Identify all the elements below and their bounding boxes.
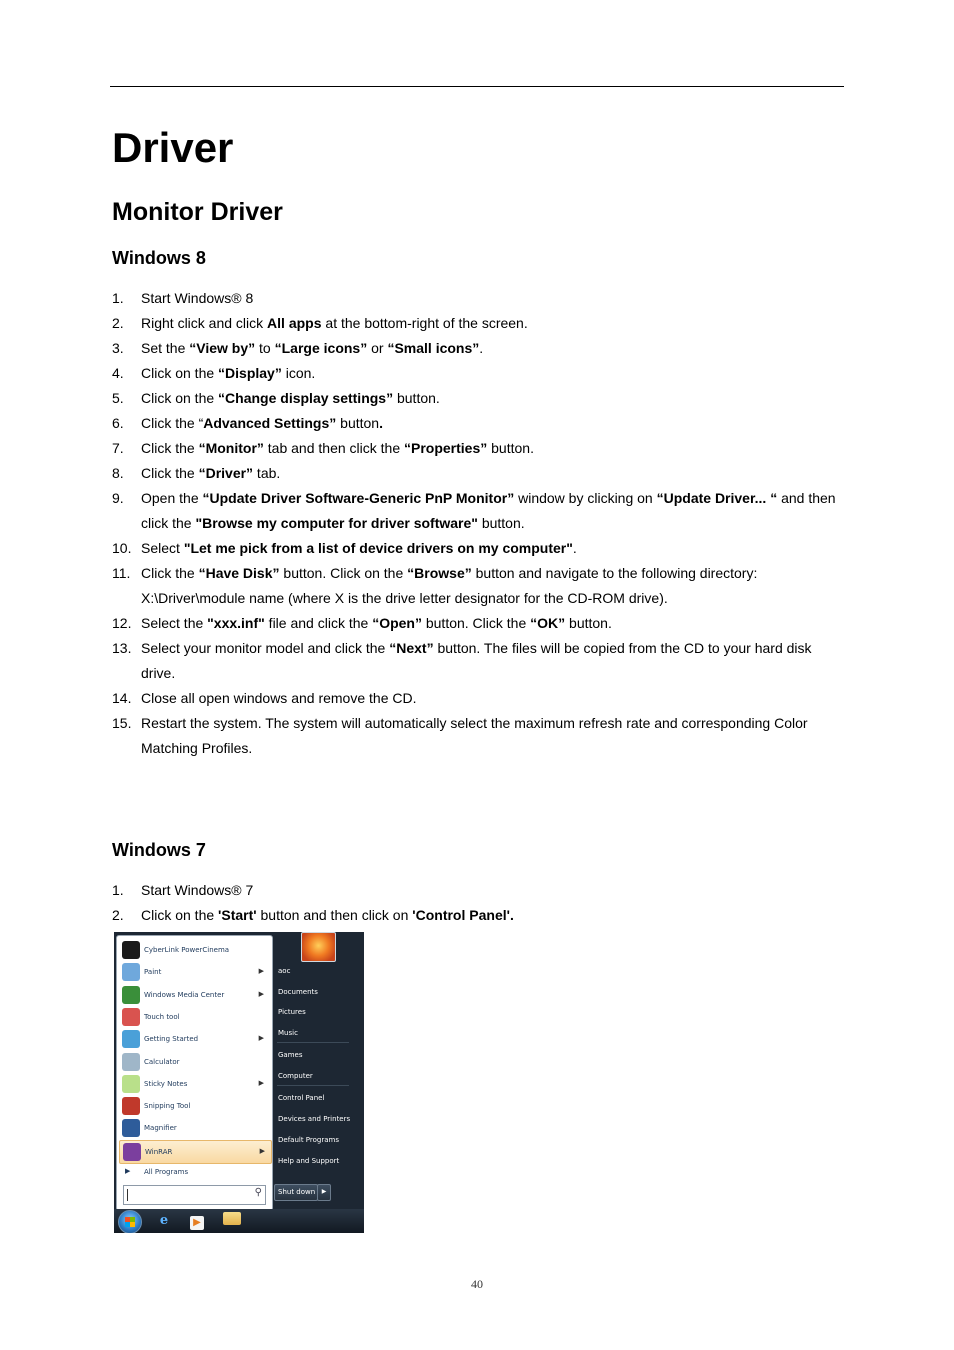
places-item[interactable] [274, 984, 354, 1002]
places-label: Pictures [278, 1008, 306, 1016]
media-center-icon [122, 986, 140, 1004]
program-item[interactable] [119, 939, 270, 961]
step-text [141, 903, 844, 928]
step-item [112, 461, 844, 486]
step-item [112, 386, 844, 411]
places-item[interactable] [274, 963, 354, 981]
places-label: Computer [278, 1072, 313, 1080]
step-emphasis: "Let me pick from a list of device drivers on my computer" [183, 540, 573, 556]
step-number: 7. [112, 440, 124, 456]
program-item[interactable] [119, 1073, 270, 1095]
windows8-title: Windows 8 [112, 248, 206, 268]
places-label: Default Programs [278, 1136, 339, 1144]
windows8-steps [112, 286, 844, 761]
step-item [112, 411, 844, 436]
step-fragment: button. The files will be copied from the CD to your hard disk drive. [141, 640, 812, 681]
step-text [141, 561, 844, 611]
step-number: 11. [112, 565, 131, 581]
step-number: 5. [112, 390, 124, 406]
step-emphasis: All apps [267, 315, 322, 331]
section-title: Monitor Driver [112, 198, 283, 226]
page-title: Driver [112, 124, 234, 171]
step-item [112, 903, 844, 928]
places-item[interactable] [274, 1047, 354, 1065]
places-item[interactable] [274, 1090, 354, 1108]
step-text [141, 436, 844, 461]
places-item[interactable] [274, 1004, 354, 1022]
step-number: 9. [112, 490, 124, 506]
program-label: Windows Media Center [144, 990, 225, 999]
step-item [112, 636, 844, 686]
start-menu-screenshot [114, 932, 364, 1233]
step-emphasis: . [379, 415, 383, 431]
snipping-tool-icon [122, 1097, 140, 1115]
places-divider [277, 1085, 349, 1086]
step-fragment: Right click and click [141, 315, 268, 331]
step-emphasis: “Change display settings” [218, 390, 394, 406]
step-emphasis: “Monitor” [198, 440, 264, 456]
step-emphasis: “Driver” [198, 465, 254, 481]
step-text [141, 611, 844, 636]
taskbar [114, 1209, 364, 1233]
step-number: 2. [112, 315, 124, 331]
step-item [112, 361, 844, 386]
windows7-title: Windows 7 [112, 840, 206, 860]
step-text [141, 636, 844, 686]
step-fragment: Select the [141, 615, 208, 631]
submenu-arrow-icon: ▶ [258, 967, 264, 976]
step-fragment: button. [477, 515, 525, 531]
step-text [141, 486, 844, 536]
places-label: Help and Support [278, 1157, 340, 1165]
step-fragment: Select your monitor model and click the [141, 640, 390, 656]
step-emphasis: “Update Driver... “ [656, 490, 778, 506]
step-item [112, 611, 844, 636]
step-fragment: Click the [141, 465, 199, 481]
places-label: Games [278, 1051, 303, 1059]
step-fragment: Click on the [141, 390, 219, 406]
step-fragment: file and click the [264, 615, 373, 631]
windows7-steps [112, 878, 844, 928]
step-number: 6. [112, 415, 124, 431]
step-fragment: Click the “ [141, 415, 204, 431]
step-text [141, 386, 844, 411]
expand-arrow-icon: ▶ [125, 1167, 131, 1175]
step-emphasis: 'Start' [218, 907, 257, 923]
step-text [141, 536, 844, 561]
step-text [141, 361, 844, 386]
step-item [112, 286, 844, 311]
step-emphasis: "Browse my computer for driver software" [195, 515, 478, 531]
step-fragment: Set the [141, 340, 190, 356]
step-text [141, 878, 844, 903]
step-emphasis: “OK” [530, 615, 566, 631]
program-label: WinRAR [145, 1147, 173, 1156]
shut-down-button[interactable] [274, 1184, 318, 1201]
step-emphasis: “Small icons” [387, 340, 480, 356]
step-fragment: Click on the [141, 907, 219, 923]
user-picture [301, 932, 336, 962]
start-search-input[interactable] [123, 1185, 266, 1205]
places-label: Documents [278, 988, 318, 996]
step-item [112, 311, 844, 336]
step-fragment: Start Windows® 7 [141, 882, 254, 898]
step-text [141, 461, 844, 486]
step-number: 1. [112, 882, 124, 898]
step-fragment: or [367, 340, 388, 356]
step-fragment: button [336, 415, 380, 431]
places-item[interactable] [274, 1132, 354, 1150]
step-fragment: window by clicking on [514, 490, 657, 506]
places-item[interactable] [274, 1068, 354, 1086]
step-emphasis: “Display” [218, 365, 282, 381]
step-emphasis: “Next” [389, 640, 434, 656]
step-number: 1. [112, 290, 124, 306]
explorer-folder-icon[interactable] [222, 1212, 242, 1230]
step-fragment: . [479, 340, 484, 356]
header-rule [110, 86, 844, 87]
touch-tool-icon [122, 1008, 140, 1026]
step-emphasis: 'Control Panel'. [412, 907, 514, 923]
step-fragment: icon. [281, 365, 316, 381]
step-fragment: Select [141, 540, 184, 556]
step-emphasis: “Open” [372, 615, 422, 631]
program-item[interactable] [119, 961, 270, 983]
program-item[interactable] [119, 1006, 270, 1028]
step-fragment: at the bottom-right of the screen. [321, 315, 528, 331]
getting-started-icon [122, 1030, 140, 1048]
step-emphasis: Advanced Settings” [203, 415, 337, 431]
step-number: 10. [112, 540, 132, 556]
step-text [141, 311, 844, 336]
step-number: 12. [112, 615, 132, 631]
step-fragment: tab and then click the [263, 440, 404, 456]
program-label: Snipping Tool [144, 1102, 191, 1111]
step-item [112, 686, 844, 711]
step-fragment: tab. [253, 465, 281, 481]
step-fragment: Click the [141, 565, 199, 581]
program-label: Getting Started [144, 1035, 199, 1044]
step-fragment: button. [393, 390, 440, 406]
program-item[interactable] [119, 1117, 270, 1139]
submenu-arrow-icon: ▶ [258, 989, 264, 998]
magnifier-icon [122, 1119, 140, 1137]
step-item [112, 536, 844, 561]
step-item [112, 561, 844, 611]
program-item[interactable] [119, 1140, 272, 1164]
submenu-arrow-icon: ▶ [258, 1078, 264, 1087]
program-item[interactable] [119, 1095, 270, 1117]
calculator-icon [122, 1053, 140, 1071]
submenu-arrow-icon: ▶ [258, 1034, 264, 1043]
places-item[interactable] [274, 1153, 354, 1171]
places-label: Control Panel [278, 1094, 325, 1102]
step-number: 14. [112, 690, 132, 706]
program-label: Paint [144, 968, 162, 977]
program-label: Sticky Notes [144, 1079, 188, 1088]
step-number: 13. [112, 640, 132, 656]
places-item[interactable] [274, 1025, 354, 1043]
places-label: Devices and Printers [278, 1115, 351, 1123]
step-emphasis: "xxx.inf" [207, 615, 265, 631]
program-label: Touch tool [144, 1012, 180, 1021]
step-fragment: Click on the [141, 365, 219, 381]
step-fragment: . [572, 540, 577, 556]
step-item [112, 878, 844, 903]
step-fragment: button and navigate to the following directory: X:\Driver\module name (where X is the drive letter designator for the CD-ROM drive). [141, 565, 758, 606]
step-fragment: button. [487, 440, 534, 456]
step-fragment: Click the [141, 440, 199, 456]
page-number: 40 [471, 1277, 483, 1291]
places-label: Music [278, 1029, 298, 1037]
step-fragment: button. Click the [421, 615, 531, 631]
step-text [141, 411, 844, 436]
step-emphasis: “Large icons” [274, 340, 368, 356]
program-item[interactable] [119, 1051, 270, 1073]
step-item [112, 711, 844, 761]
shut-down-label: Shut down [278, 1188, 316, 1196]
step-fragment: and then click the [141, 490, 836, 531]
step-item [112, 486, 844, 536]
all-programs-item[interactable] [119, 1164, 270, 1180]
program-item[interactable] [119, 1028, 270, 1050]
program-label: CyberLink PowerCinema [144, 946, 230, 954]
step-text [141, 686, 844, 711]
step-fragment: Start Windows® 8 [141, 290, 254, 306]
step-text [141, 286, 844, 311]
step-emphasis: “Browse” [407, 565, 472, 581]
step-fragment: button. [565, 615, 612, 631]
media-player-icon[interactable]: ▶ [187, 1212, 207, 1230]
internet-explorer-icon[interactable]: e [159, 1213, 169, 1228]
places-item[interactable] [274, 1111, 354, 1129]
step-text [141, 711, 844, 761]
start-menu-programs-pane [116, 935, 273, 1211]
powercinema-icon [122, 941, 140, 959]
step-fragment: Open the [141, 490, 203, 506]
program-item[interactable] [119, 984, 270, 1006]
sticky-notes-icon [122, 1075, 140, 1093]
paint-icon [122, 963, 140, 981]
all-programs-label: All Programs [144, 1168, 189, 1176]
step-item [112, 436, 844, 461]
program-label: Calculator [144, 1057, 180, 1066]
start-orb-icon[interactable] [118, 1210, 142, 1233]
shut-down-options-icon[interactable]: ▶ [317, 1184, 331, 1201]
submenu-arrow-icon: ▶ [259, 1146, 265, 1155]
step-item [112, 336, 844, 361]
step-fragment: button and then click on [256, 907, 413, 923]
step-text [141, 336, 844, 361]
step-number: 15. [112, 715, 132, 731]
program-label: Magnifier [144, 1124, 177, 1133]
text-caret [127, 1189, 128, 1201]
step-number: 3. [112, 340, 124, 356]
step-emphasis: “Update Driver Software-Generic PnP Monitor” [202, 490, 515, 506]
step-fragment: button. Click on the [279, 565, 408, 581]
step-emphasis: “View by” [189, 340, 256, 356]
step-number: 4. [112, 365, 124, 381]
search-icon: ⚲ [254, 1187, 262, 1198]
step-emphasis: “Have Disk” [198, 565, 280, 581]
winrar-icon [123, 1143, 141, 1161]
places-divider [277, 1042, 349, 1043]
step-fragment: Close all open windows and remove the CD. [141, 690, 417, 706]
step-number: 2. [112, 907, 124, 923]
step-number: 8. [112, 465, 124, 481]
step-fragment: to [255, 340, 275, 356]
step-fragment: Restart the system. The system will automatically select the maximum refresh rate and corresponding Color Matching Profiles. [141, 715, 808, 756]
places-label: aoc [278, 967, 291, 975]
step-emphasis: “Properties” [404, 440, 488, 456]
